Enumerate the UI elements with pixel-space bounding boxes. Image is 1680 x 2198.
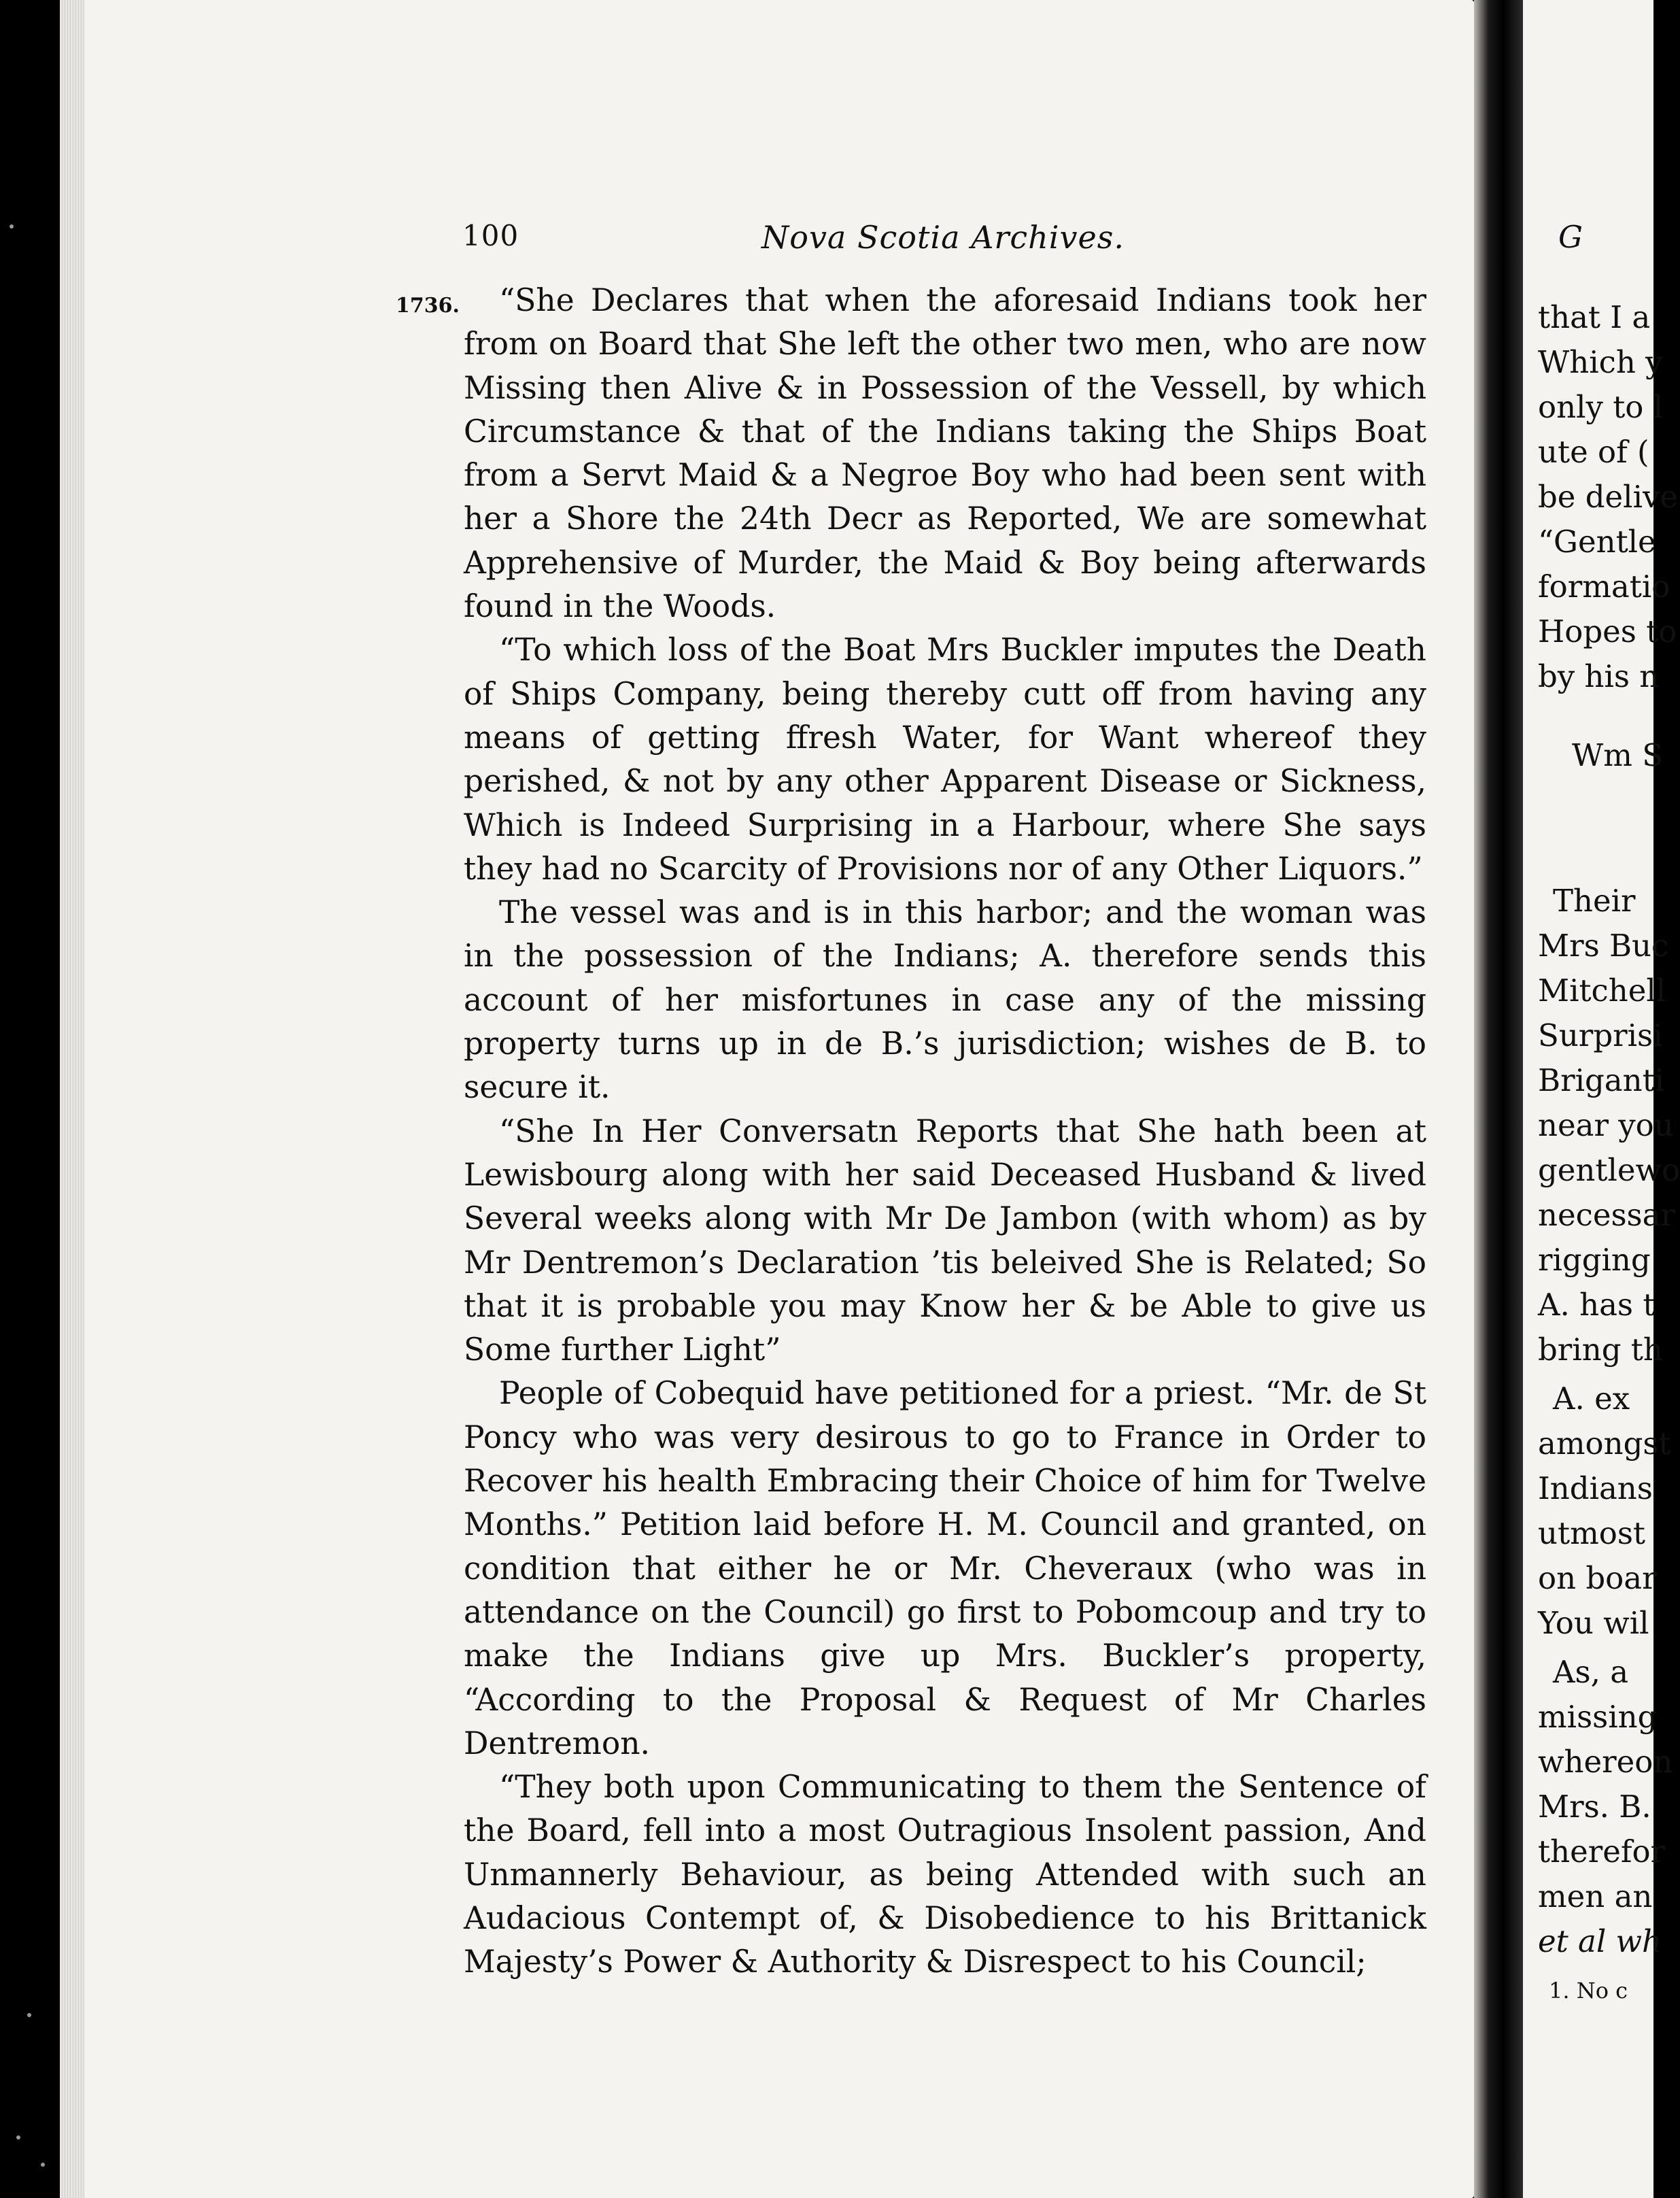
- right-line: ute of (: [1538, 434, 1649, 470]
- right-line: Their: [1553, 883, 1636, 919]
- right-line: As, a: [1553, 1654, 1629, 1690]
- page-edges: [60, 0, 84, 2198]
- paragraph: “She Declares that when the aforesaid Indians took her from on Board that She left the other two men, who are now Missing then Alive & in Possession of the Vessell, by which Circumstance & that of the Indians taking the Ships Boat from a Servt Maid & a Negroe Boy who had been sent with her a Shore the 24th Decr as Reported, We are somewhat Apprehensive of Murder, the Maid & Boy being afterwards found in the Woods.: [464, 282, 1426, 625]
- right-line: formatio: [1538, 569, 1670, 605]
- right-line: et al wh: [1538, 1923, 1662, 1959]
- right-line: Briganti: [1538, 1062, 1665, 1098]
- right-line: Indians: [1538, 1470, 1653, 1506]
- right-line: necessar: [1538, 1197, 1675, 1233]
- right-line: gentlewo: [1538, 1152, 1680, 1188]
- scan-speck: [10, 224, 14, 229]
- right-line: missing: [1538, 1699, 1658, 1735]
- body-text: [464, 279, 1426, 1984]
- right-line: amongst: [1538, 1425, 1671, 1461]
- running-head: Nova Scotia Archives.: [761, 219, 1125, 256]
- paragraph: “To which loss of the Boat Mrs Buckler imputes the Death of Ships Company, being thereby cutt off from having any means of getting ffresh Water, for Want whereof they perished, & not by any other Apparent Disease or Sickness, Which is Indeed Surprising in a Harbour, where She says they had no Scarcity of Provisions nor of any Other Liquors.”: [464, 632, 1426, 887]
- right-line: Mitchell: [1538, 973, 1666, 1009]
- right-line: utmost: [1538, 1515, 1646, 1551]
- right-line: only to l: [1538, 389, 1664, 425]
- right-line: that I a: [1538, 299, 1651, 335]
- right-footnote: 1. No c: [1549, 1978, 1628, 2003]
- right-line: A. has t: [1538, 1287, 1656, 1323]
- right-line: Which y: [1538, 344, 1663, 380]
- page-header: [462, 219, 1469, 267]
- scan-speck: [27, 2013, 31, 2017]
- paragraph: People of Cobequid have petitioned for a priest. “Mr. de St Poncy who was very desirous to go to France in Order to Recover his health Embracing their Choice of him for Twelve Months.” Petition laid before H. M. Council and granted, on condition that either he or Mr. Cheveraux (who was in attendance on the Council) go first to Pobomcoup and try to make the Indians give up Mrs. Buckler’s property, “According to the Proposal & Request of Mr Charles Dentremon.: [464, 1375, 1426, 1761]
- right-line: Mrs Buc: [1538, 928, 1669, 964]
- right-line: Mrs. B.: [1538, 1789, 1651, 1825]
- right-line: You wil: [1538, 1605, 1649, 1641]
- right-line: Surprisi: [1538, 1017, 1663, 1053]
- right-line: bring th: [1538, 1332, 1663, 1368]
- scan-speck: [16, 2135, 20, 2140]
- right-line: therefor: [1538, 1833, 1666, 1870]
- right-line: Wm S: [1572, 737, 1664, 773]
- book-gutter: [1474, 0, 1523, 2198]
- scan-speck: [41, 2163, 45, 2167]
- margin-year: 1736.: [396, 294, 460, 318]
- right-line: on boar: [1538, 1560, 1657, 1596]
- right-line: Hopes to: [1538, 613, 1677, 649]
- paragraph: “They both upon Communicating to them the Sentence of the Board, fell into a most Outragious Insolent passion, And Unmannerly Behaviour, as being Attended with such an Audacious Contempt of, & Disobedience to his Brittanick Majesty’s Power & Authority & Disrespect to his Council;: [464, 1769, 1426, 1980]
- right-line: near you: [1538, 1107, 1674, 1143]
- paragraph: The vessel was and is in this harbor; and the woman was in the possession of the Indians; A. therefore sends this account of her misfortunes in case any of the missing property turns up in de B.’s jurisdiction; wishes de B. to secure it.: [464, 894, 1426, 1106]
- right-line: A. ex: [1553, 1381, 1630, 1417]
- page-number: 100: [462, 219, 519, 252]
- right-line: “Gentle: [1538, 524, 1656, 560]
- right-line: men an: [1538, 1878, 1653, 1914]
- right-line: whereon: [1538, 1744, 1673, 1780]
- right-line: by his n: [1538, 658, 1660, 694]
- right-line: be delive: [1538, 479, 1679, 515]
- right-running-head: G: [1558, 219, 1583, 255]
- paragraph: “She In Her Conversatn Reports that She hath been at Lewisbourg along with her said Deceased Husband & lived Several weeks along with Mr De Jambon (with whom) as by Mr Dentremon’s Declaration ’tis beleived She is Related; So that it is probable you may Know her & be Able to give us Some further Light”: [464, 1113, 1426, 1368]
- right-line: rigging: [1538, 1242, 1651, 1278]
